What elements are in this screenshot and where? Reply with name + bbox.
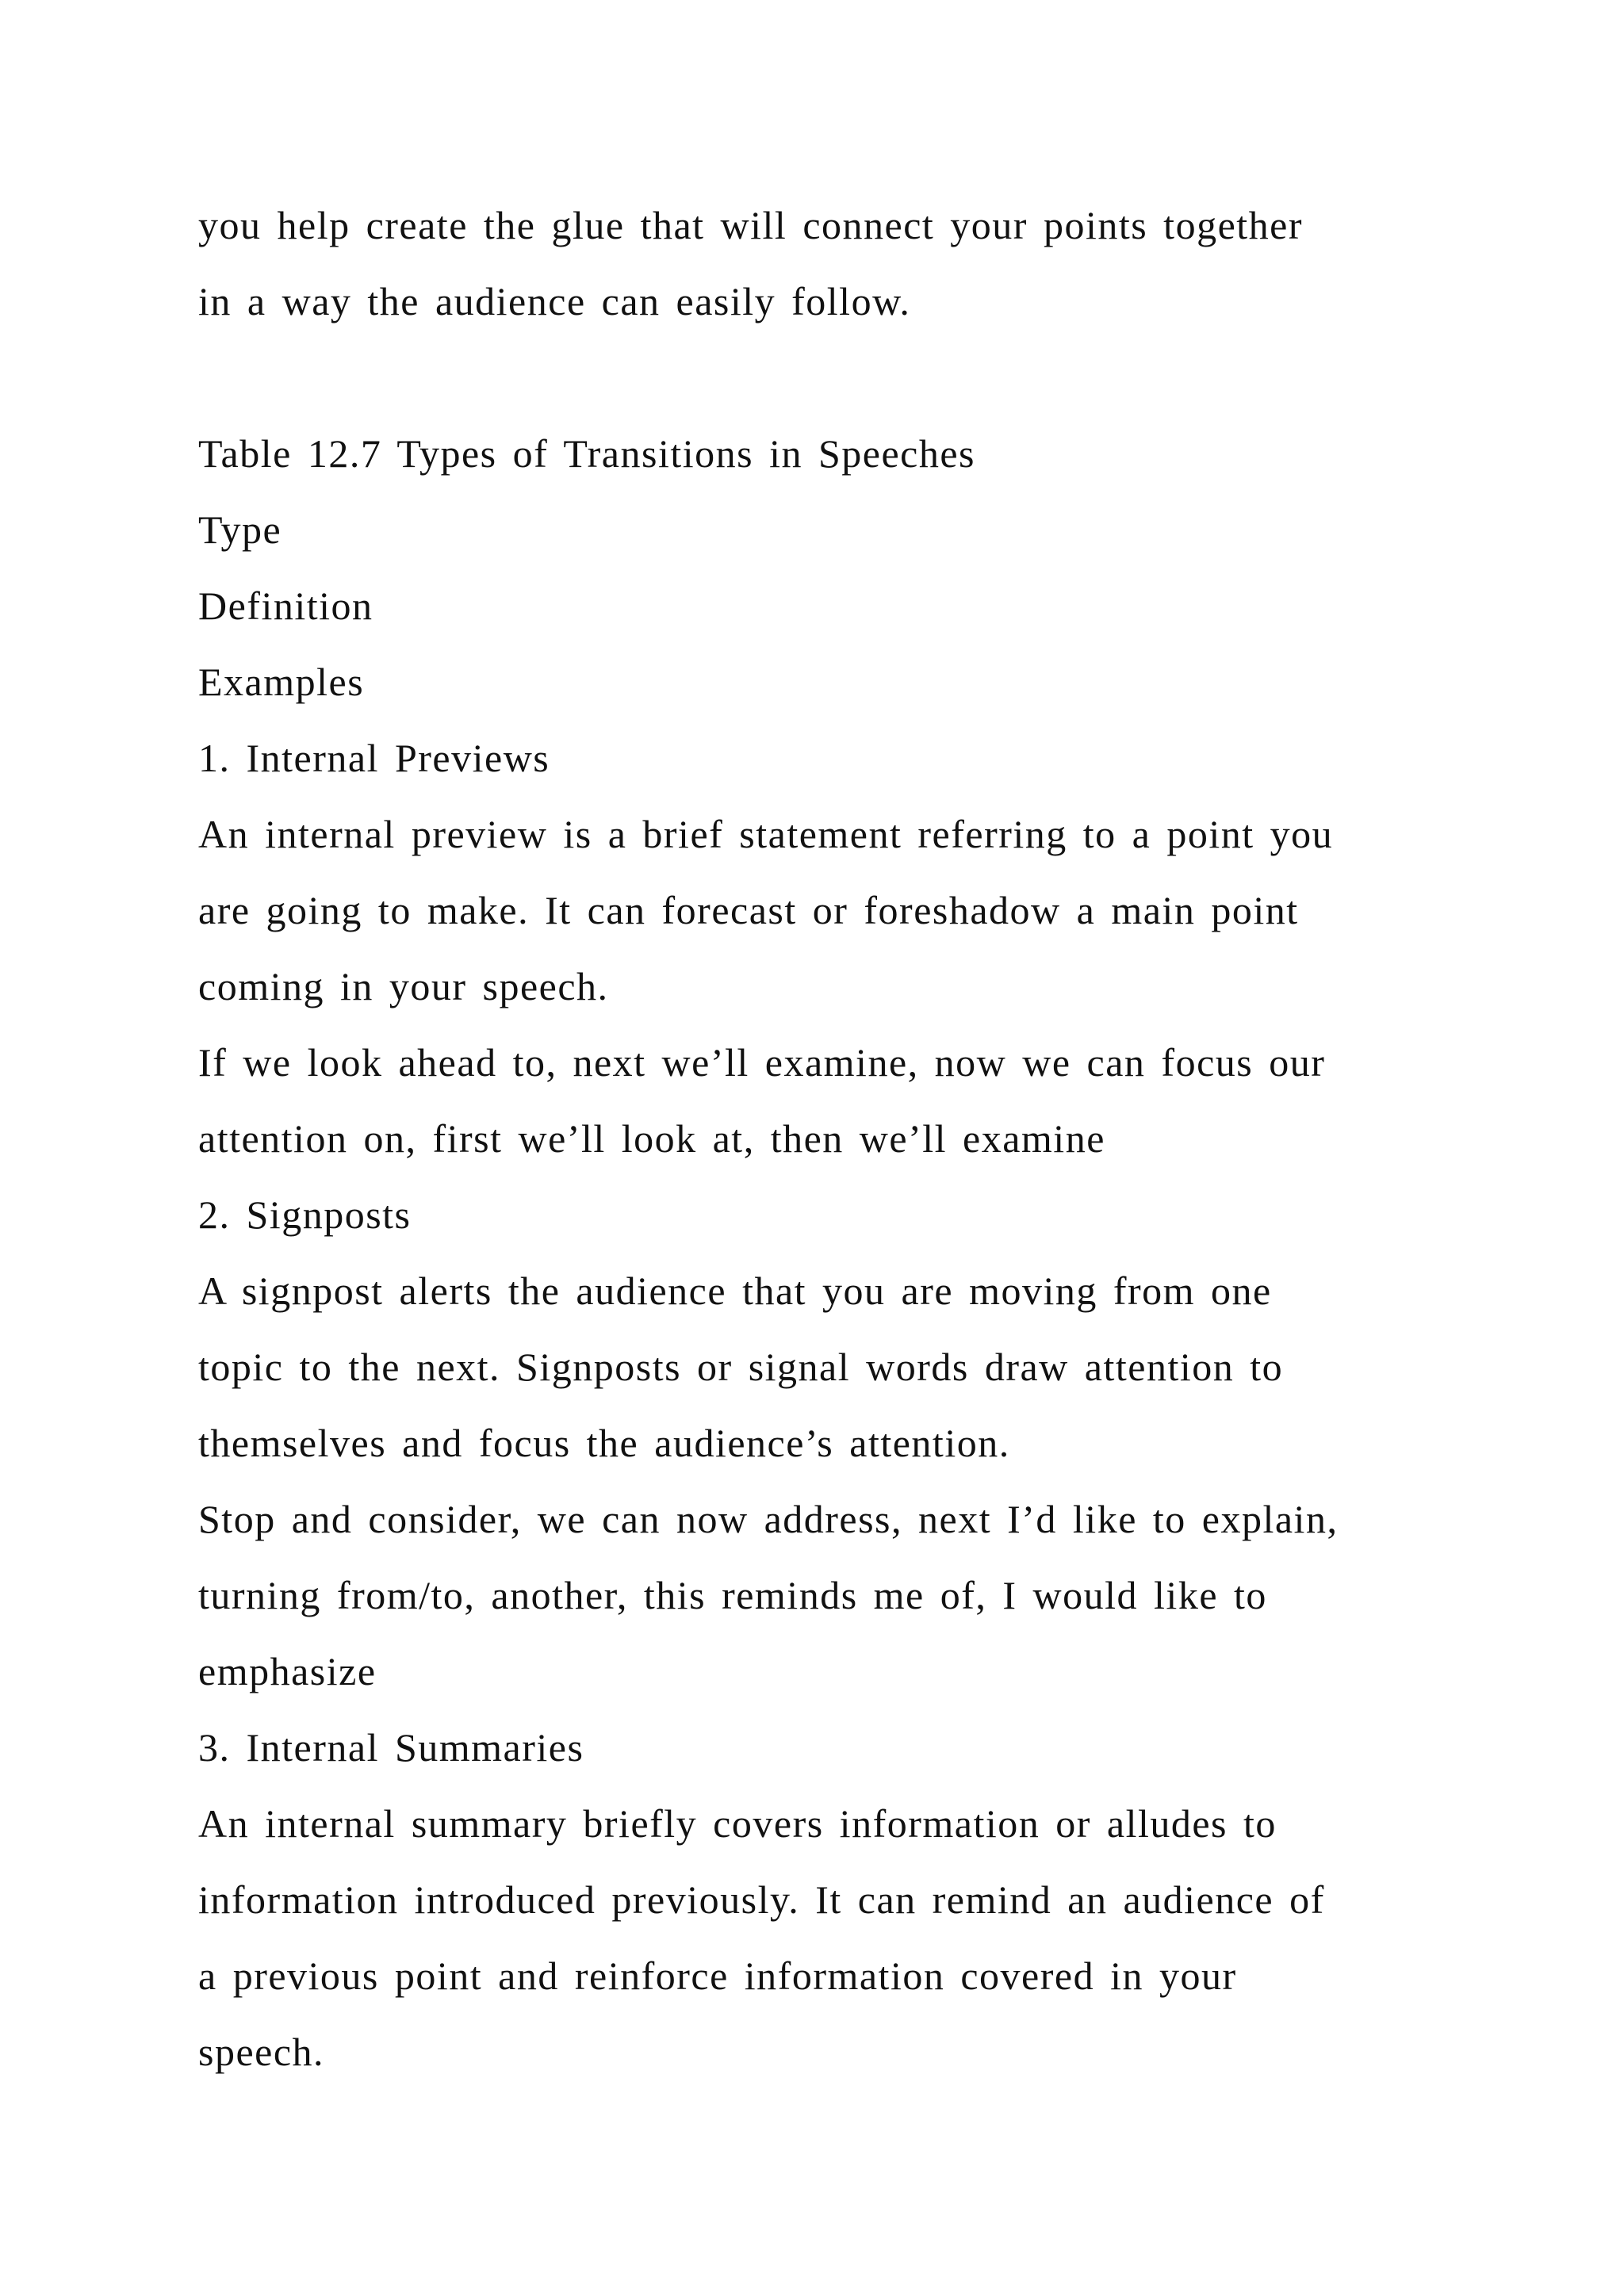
row-3-definition-line-1: An internal summary briefly covers information or alludes to (198, 1801, 1277, 1846)
table-header-definition: Definition (198, 584, 373, 628)
row-1-definition-line-1: An internal preview is a brief statement referring to a point you (198, 812, 1334, 856)
row-2-type: 2. Signposts (198, 1192, 412, 1237)
row-1-examples-line-1: If we look ahead to, next we’ll examine, now we can focus our (198, 1040, 1326, 1085)
row-3-definition-line-2: information introduced previously. It can remind an audience of (198, 1877, 1325, 1922)
table-caption: Table 12.7 Types of Transitions in Speeches (198, 431, 976, 476)
table-header-type: Type (198, 507, 282, 552)
row-2-definition-line-3: themselves and focus the audience’s attention. (198, 1421, 1010, 1465)
table-header-examples: Examples (198, 660, 365, 704)
row-1-examples-line-2: attention on, first we’ll look at, then we’ll examine (198, 1116, 1105, 1161)
row-3-definition-line-4: speech. (198, 2030, 325, 2074)
row-3-type: 3. Internal Summaries (198, 1725, 584, 1770)
row-2-definition-line-1: A signpost alerts the audience that you are moving from one (198, 1269, 1272, 1313)
row-2-examples-line-1: Stop and consider, we can now address, next I’d like to explain, (198, 1497, 1339, 1541)
row-3-definition-line-3: a previous point and reinforce information covered in your (198, 1954, 1237, 1998)
paragraph-gap (198, 339, 1435, 415)
intro-line-1: you help create the glue that will connect your points together (198, 203, 1304, 247)
row-1-definition-line-3: coming in your speech. (198, 964, 609, 1008)
intro-line-2: in a way the audience can easily follow. (198, 279, 911, 323)
row-1-definition-line-2: are going to make. It can forecast or foreshadow a main point (198, 888, 1299, 932)
document-text (198, 187, 1435, 2090)
row-2-examples-line-2: turning from/to, another, this reminds me of, I would like to (198, 1573, 1267, 1617)
row-1-type: 1. Internal Previews (198, 736, 550, 780)
row-2-examples-line-3: emphasize (198, 1649, 377, 1693)
row-2-definition-line-2: topic to the next. Signposts or signal words draw attention to (198, 1345, 1284, 1389)
